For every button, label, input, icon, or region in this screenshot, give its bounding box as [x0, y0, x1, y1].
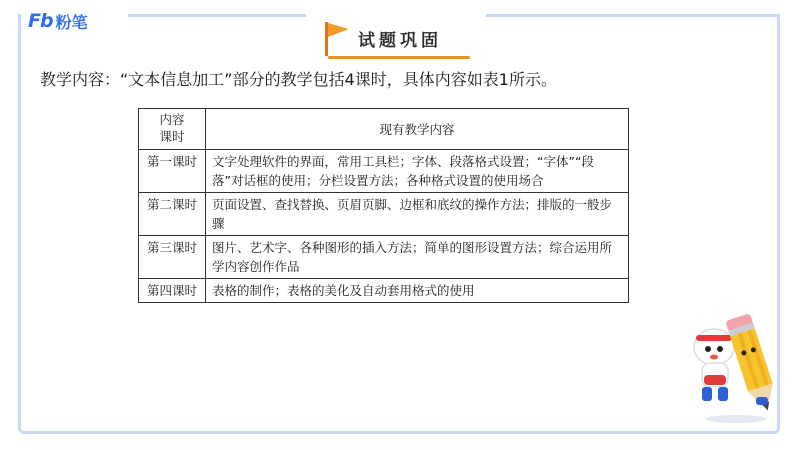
table-header-row — [139, 109, 629, 150]
frame-top-left — [128, 14, 306, 17]
lesson-cell: 第三课时 — [139, 236, 206, 279]
lesson-cell: 第一课时 — [139, 150, 206, 193]
table-row — [139, 236, 629, 279]
lesson-table — [138, 108, 629, 303]
brand-logo — [28, 10, 88, 32]
table-row — [139, 279, 629, 303]
lesson-cell: 第二课时 — [139, 193, 206, 236]
content-cell: 文字处理软件的界面，常用工具栏；字体、段落格式设置；“字体”“段落”对话框的使用；分栏设置方法；各种格式设置的使用场合 — [206, 150, 629, 193]
logo-mark: Fb — [28, 10, 53, 32]
corner-bottom: 课时 — [159, 129, 185, 144]
content-cell: 表格的制作；表格的美化及自动套用格式的使用 — [206, 279, 629, 303]
column-header: 现有教学内容 — [206, 109, 629, 150]
table-row — [139, 150, 629, 193]
section-title — [318, 18, 478, 62]
title-text: 试题巩固 — [358, 31, 442, 51]
corner-top: 内容 — [159, 112, 185, 127]
logo-text: 粉笔 — [55, 12, 88, 32]
frame-top-right — [486, 14, 780, 17]
intro-text: 教学内容：“文本信息加工”部分的教学包括4课时，具体内容如表1所示。 — [40, 70, 557, 89]
table-row — [139, 193, 629, 236]
title-underline — [328, 56, 470, 59]
content-cell: 页面设置、查找替换、页眉页脚、边框和底纹的操作方法；排版的一般步骤 — [206, 193, 629, 236]
content-cell: 图片、艺术字、各种图形的插入方法；简单的图形设置方法；综合运用所学内容创作作品 — [206, 236, 629, 279]
pencil-mascot — [688, 305, 784, 425]
corner-header — [139, 109, 206, 150]
lesson-cell: 第四课时 — [139, 279, 206, 303]
flag-icon — [322, 20, 352, 58]
